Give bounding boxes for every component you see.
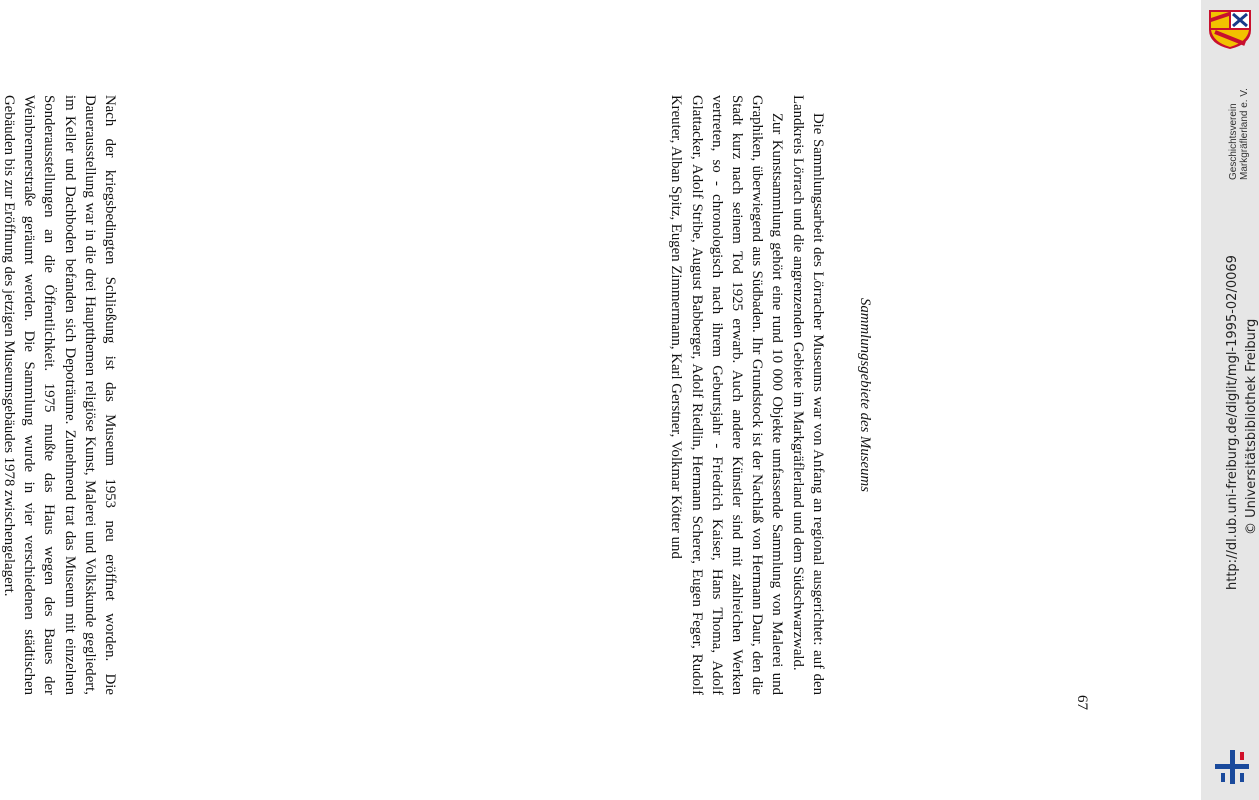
- text-section-history: [0, 95, 120, 695]
- text-section-collections: [666, 95, 875, 695]
- society-line-1: Geschichtsverein: [1228, 103, 1239, 180]
- society-name: [1228, 88, 1250, 180]
- coat-of-arms-logo: [1207, 8, 1253, 50]
- section-heading: Sammlungsgebiete des Museums: [857, 298, 873, 492]
- document-page: [0, 95, 1090, 710]
- library-logo-icon: [1212, 746, 1254, 786]
- paragraph: Nach der kriegsbedingten Schließung ist das Museum 1953 neu eröffnet worden. Die Dauerausstellung war in die drei Hauptthemen religiöse Kunst, Malerei und Volkskunde gegliedert, im Keller und Dachboden befanden sich Depoträume. Zunehmend trat das Museum mit einzelnen Sonderausstellungen an die Öffentlichkeit. 1975 mußte das Haus wegen des Baues der Weinbrennerstraße geräumt werden. Die Sammlung wurde in vier verschiedenen städtischen Gebäuden bis zur Eröffnung des jetzigen Museumsgebäudes 1978 zwischengelagert.: [0, 95, 118, 695]
- document-url[interactable]: http://dl.ub.uni-freiburg.de/diglit/mgl-1995-02/0069: [1225, 255, 1240, 590]
- paragraph: Zur Kunstsammlung gehört eine rund 10 000 Objekte umfassende Sammlung von Malerei und Graphiken, überwiegend aus Südbaden. Ihr Grundstock ist der Nachlaß von Hermann Daur, den die Stadt kurz nach seinem Tod 1925 erwarb. Auch andere Künstler sind mit zahlreichen Werken vertreten, so - chronologisch nach ihrem Geburtsjahr - Friedrich Kaiser, Hans Thoma, Adolf Glattacker, Adolf Stribe, August Babberger, Adolf Riedlin, Hermann Scherer, Eugen Feger, Rudolf Kreuter, Alban Spitz, Eugen Zimmermann, Karl Gerstner, Volkmar Kötter und: [668, 95, 786, 695]
- society-line-2: Markgräflerland e. V.: [1239, 88, 1250, 180]
- paragraph: Die Sammlungsarbeit des Lörracher Museums war von Anfang an regional ausgerichtet: auf den Landkreis Lörrach und die angrenzenden Gebiete im Markgräflerland und dem Südschwarzwald.: [789, 95, 826, 695]
- library-credit: © Universitätsbibliothek Freiburg: [1244, 318, 1259, 535]
- page-number: 67: [1074, 695, 1090, 710]
